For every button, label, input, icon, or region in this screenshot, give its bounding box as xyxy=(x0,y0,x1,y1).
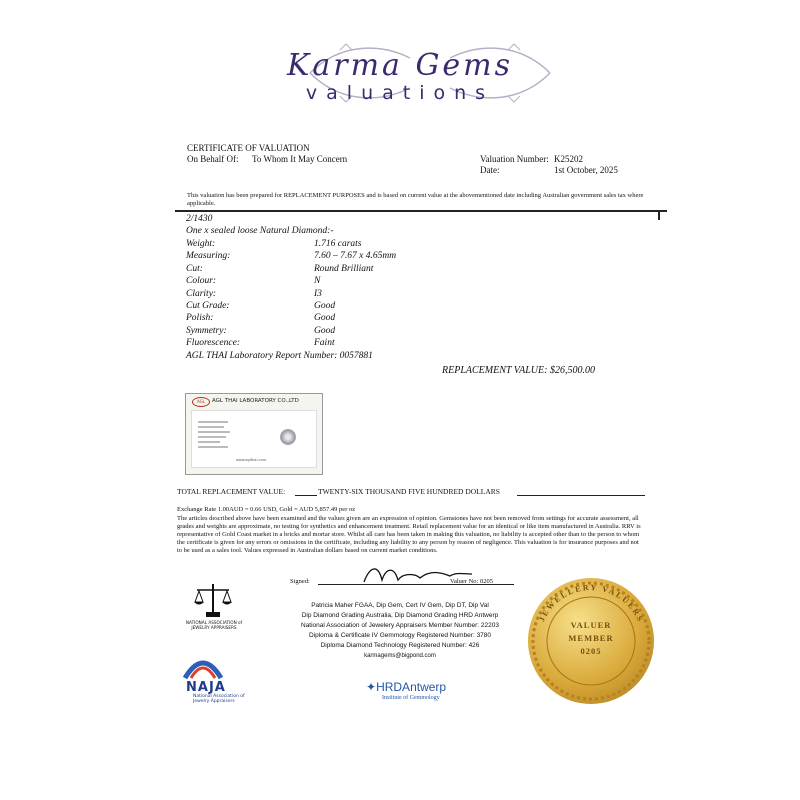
on-behalf-value: To Whom It May Concern xyxy=(252,154,348,164)
spec-label: Polish: xyxy=(186,313,214,324)
total-label: TOTAL REPLACEMENT VALUE: xyxy=(177,487,286,496)
lab-report-tag: AGL xyxy=(192,397,210,407)
logo-subtitle: valuations xyxy=(305,82,495,104)
seal-line: 0205 xyxy=(580,646,602,656)
seal-line: VALUER xyxy=(570,620,612,630)
spec-row xyxy=(186,326,335,338)
credential-line: Patricia Maher FGAA, Dip Gem, Cert IV Gem, Dip DT, Dip Val xyxy=(311,602,489,609)
gold-seal xyxy=(528,578,654,704)
naja-subtitle xyxy=(193,694,245,704)
spec-value: Good xyxy=(314,325,336,336)
spec-label: Fluorescence: xyxy=(186,338,240,349)
spec-label: Weight: xyxy=(186,239,216,249)
naja-title: NAJA xyxy=(186,680,226,695)
valuation-number-value: K25202 xyxy=(554,154,583,164)
spec-value: 1.716 carats xyxy=(314,239,362,249)
certificate-title: CERTIFICATE OF VALUATION xyxy=(187,143,310,153)
spec-value: I3 xyxy=(314,288,322,299)
scales-icon xyxy=(193,582,233,620)
credentials-block xyxy=(285,601,515,661)
lab-report-website: www.aglthai.com xyxy=(236,458,267,462)
header-divider xyxy=(175,210,667,212)
logo-script: Karma Gems xyxy=(286,48,514,83)
valuation-number-label: Valuation Number: xyxy=(480,154,549,164)
spec-row xyxy=(186,276,320,288)
spec-label: Clarity: xyxy=(186,288,217,299)
signed-label: Signed: xyxy=(290,578,310,585)
spec-label: Cut Grade: xyxy=(186,301,230,311)
diamond-image xyxy=(280,429,296,445)
total-words: TWENTY-SIX THOUSAND FIVE HUNDRED DOLLARS xyxy=(318,487,500,496)
hrd-subtitle: Institute of Gemmology xyxy=(382,695,440,701)
lab-report-number: AGL THAI Laboratory Report Number: 0057881 xyxy=(186,351,373,361)
spec-row xyxy=(186,239,362,251)
spec-row xyxy=(186,313,335,325)
spec-row xyxy=(186,264,373,276)
spec-label: Measuring: xyxy=(186,251,231,262)
spec-label: Symmetry: xyxy=(186,325,227,336)
purpose-text: This valuation has been prepared for REPLACEMENT PURPOSES and is based on current value at the abovementioned date including Australian government sales tax where applicable. xyxy=(187,192,644,207)
date-value: 1st October, 2025 xyxy=(554,165,618,175)
spec-row xyxy=(186,338,335,350)
spec-value: Faint xyxy=(314,338,335,349)
spec-row xyxy=(186,301,335,313)
scales-caption: NATIONAL ASSOCIATION of JEWELRY APPRAISERS xyxy=(185,620,243,630)
spec-label: Colour: xyxy=(186,276,217,287)
disclaimer: The articles described above have been examined and the values given are an expression of opinion. Gemstones have not been removed from settings for accurate assessment, all grades and weights are approximate, no testing for synthetics and enhancement treatment. Retail replacement value for an identical or like item manufactured in Australia. RRV is representative of Gold Coast market in a bricks and mortar store. Whilst all care has been taken in making this valuation, no liability is accepted other than to the person to whom the certificate is given for any errors or omissions in the certificate, including any liability to any person by reason of negligence. This valuation is for insurance purposes and not to be used as a sales tool. Values expressed in Australian dollars based on current market conditions. xyxy=(177,515,641,554)
hrd-logo xyxy=(366,680,446,694)
spec-value: N xyxy=(314,276,321,287)
lab-report-insert xyxy=(191,410,317,468)
hrd-star-icon: ✦ xyxy=(366,680,377,694)
lab-report-card xyxy=(185,393,323,475)
valuer-number: Valuer No: 0205 xyxy=(450,578,493,585)
spec-value: Good xyxy=(314,313,336,324)
hrd-title: HRDAntwerp xyxy=(376,680,447,694)
lab-report-heading: AGL THAI LABORATORY CO.,LTD xyxy=(212,398,299,404)
divider-tick xyxy=(658,210,660,220)
spec-value: Round Brilliant xyxy=(314,263,374,274)
exchange-rate: Exchange Rate 1.00AUD = 0.66 USD, Gold = AUD 5,857.49 per oz xyxy=(177,506,356,513)
spec-label: Cut: xyxy=(186,263,203,274)
credential-line: Diploma & Certificate IV Gemmology Registered Number: 3780 xyxy=(308,632,492,639)
credential-line: National Association of Jewelery Appraisers Member Number: 22203 xyxy=(301,622,499,629)
credential-line: Diploma Diamond Technology Registered Number: 426 xyxy=(320,642,480,649)
item-description: One x sealed loose Natural Diamond:- xyxy=(186,226,334,236)
seal-line: MEMBER xyxy=(568,633,614,643)
spec-row xyxy=(186,289,322,301)
naja-sub-line: National Association of xyxy=(193,694,245,699)
date-label: Date: xyxy=(480,165,500,175)
on-behalf-label: On Behalf Of: xyxy=(187,154,239,164)
credential-line: Dip Diamond Grading Australia, Dip Diamond Grading HRD Antwerp xyxy=(301,612,499,619)
spec-value: 7.60 – 7.67 x 4.65mm xyxy=(314,251,397,262)
spec-value: Good xyxy=(314,301,336,311)
spec-row xyxy=(186,251,396,263)
lot-number: 2/1430 xyxy=(186,214,213,224)
seal-ring-text: JEWELLERY VALUERS xyxy=(537,582,646,625)
replacement-value: REPLACEMENT VALUE: $26,500.00 xyxy=(442,365,595,376)
credential-email: karmagems@bigpond.com xyxy=(364,653,436,659)
naja-sub-line: Jewelry Appraisers xyxy=(193,699,235,704)
